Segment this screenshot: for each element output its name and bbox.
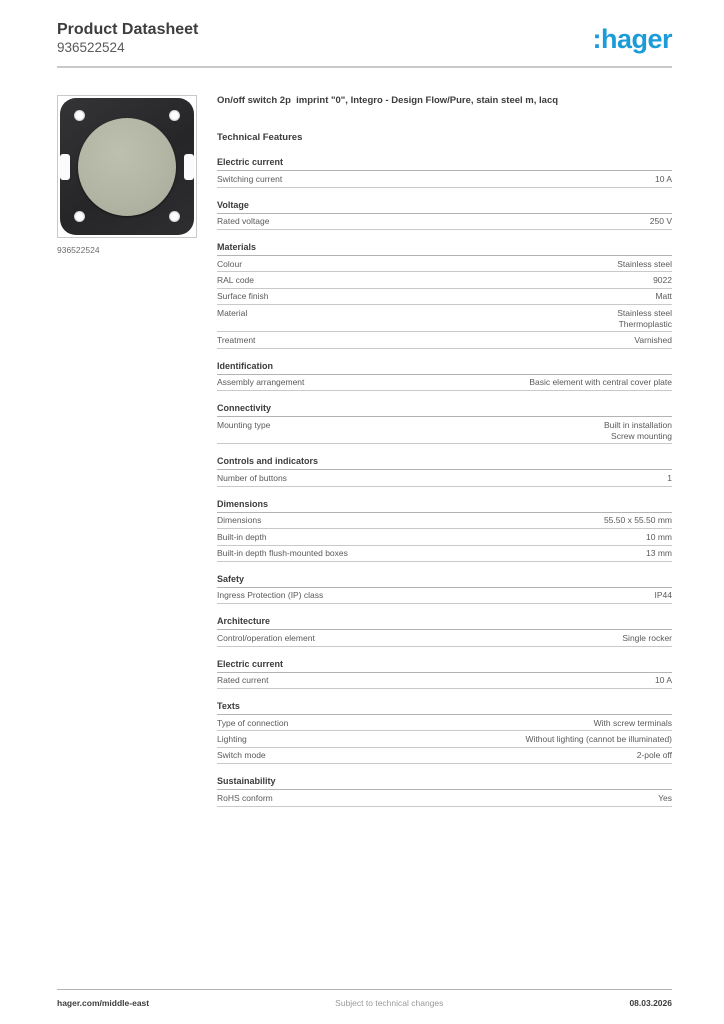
row-value: 10 A: [654, 675, 672, 686]
screw-hole-icon: [74, 211, 85, 222]
row-value: Stainless steel: [617, 258, 672, 269]
spec-section: [217, 456, 672, 486]
table-row: [217, 673, 672, 689]
row-label: Assembly arrangement: [217, 377, 305, 388]
row-label: Number of buttons: [217, 472, 287, 483]
header-divider: [57, 66, 672, 68]
row-label: Switch mode: [217, 750, 266, 761]
row-value: 2-pole off: [636, 750, 672, 761]
screw-hole-icon: [74, 110, 85, 121]
table-row: [217, 289, 672, 305]
table-row: [217, 546, 672, 562]
row-value: 9022: [653, 274, 672, 285]
table-row: [217, 305, 672, 332]
row-value: Stainless steel Thermoplastic: [617, 307, 672, 329]
spec-section: [217, 616, 672, 646]
table-row: [217, 630, 672, 646]
section-heading: Identification: [217, 361, 672, 375]
screw-hole-icon: [169, 110, 180, 121]
table-row: [217, 256, 672, 272]
spec-section: [217, 403, 672, 444]
switch-frame: [60, 98, 194, 235]
row-label: Mounting type: [217, 419, 271, 430]
row-label: Control/operation element: [217, 632, 315, 643]
row-label: Colour: [217, 258, 243, 269]
table-row: [217, 588, 672, 604]
spec-column: [217, 95, 672, 807]
table-row: [217, 715, 672, 731]
section-heading: Dimensions: [217, 499, 672, 513]
table-row: [217, 748, 672, 764]
spec-section: [217, 574, 672, 604]
spec-section: [217, 157, 672, 187]
product-image-caption: 936522524: [57, 245, 100, 255]
table-row: [217, 470, 672, 486]
row-label: Type of connection: [217, 717, 289, 728]
row-label: Treatment: [217, 334, 256, 345]
product-image-column: [57, 95, 197, 807]
footer-date: 08.03.2026: [629, 998, 672, 1008]
section-heading: Safety: [217, 574, 672, 588]
row-label: Ingress Protection (IP) class: [217, 590, 324, 601]
row-value: Without lighting (cannot be illuminated): [525, 733, 672, 744]
row-value: 1: [667, 472, 672, 483]
row-value: 10 A: [654, 173, 672, 184]
screw-hole-icon: [169, 211, 180, 222]
section-heading: Voltage: [217, 200, 672, 214]
row-value: 10 mm: [646, 531, 672, 542]
row-label: Switching current: [217, 173, 283, 184]
product-image: [57, 95, 197, 238]
row-value: 55.50 x 55.50 mm: [603, 515, 672, 526]
row-label: Material: [217, 307, 248, 318]
table-row: [217, 214, 672, 230]
header-product-number: 936522524: [57, 40, 125, 56]
table-row: [217, 171, 672, 187]
row-label: Surface finish: [217, 291, 269, 302]
table-row: [217, 272, 672, 288]
row-label: RAL code: [217, 274, 255, 285]
section-heading: Electric current: [217, 157, 672, 171]
mounting-clip-right: [184, 154, 194, 180]
row-value: With screw terminals: [593, 717, 672, 728]
section-heading: Electric current: [217, 659, 672, 673]
page-footer: [57, 989, 672, 1008]
spec-section: [217, 200, 672, 230]
section-heading: Connectivity: [217, 403, 672, 417]
mounting-clip-left: [60, 154, 70, 180]
row-value: Single rocker: [622, 632, 672, 643]
row-label: Built-in depth: [217, 531, 267, 542]
section-heading: Architecture: [217, 616, 672, 630]
footer-notice: Subject to technical changes: [335, 998, 444, 1008]
spec-section: [217, 242, 672, 349]
table-row: [217, 417, 672, 444]
section-heading: Materials: [217, 242, 672, 256]
section-heading: Sustainability: [217, 776, 672, 790]
row-value: Matt: [655, 291, 672, 302]
spec-section: [217, 701, 672, 764]
table-row: [217, 790, 672, 806]
row-value: Built in installation Screw mounting: [603, 419, 672, 441]
rocker-button: [78, 118, 176, 216]
row-value: Yes: [658, 792, 672, 803]
table-row: [217, 332, 672, 348]
row-value: 250 V: [649, 216, 672, 227]
main-content: [57, 95, 672, 807]
spec-section: [217, 659, 672, 689]
hager-logo: :hager: [592, 24, 672, 54]
row-label: Lighting: [217, 733, 247, 744]
row-label: Built-in depth flush-mounted boxes: [217, 548, 348, 559]
header-text-block: [57, 20, 198, 55]
technical-sections: [217, 157, 672, 806]
spec-section: [217, 361, 672, 391]
footer-website-link[interactable]: hager.com/middle-east: [57, 998, 150, 1008]
product-title: On/off switch 2p imprint "0", Integro - Design Flow/Pure, stain steel m, lacq: [217, 95, 559, 106]
table-row: [217, 375, 672, 391]
row-label: Rated current: [217, 675, 269, 686]
row-label: Dimensions: [217, 515, 262, 526]
spec-section: [217, 499, 672, 562]
table-row: [217, 513, 672, 529]
row-value: 13 mm: [646, 548, 672, 559]
page-header: [57, 20, 672, 55]
technical-features-heading: Technical Features: [217, 132, 303, 144]
section-heading: Texts: [217, 701, 672, 715]
row-value: Basic element with central cover plate: [529, 377, 672, 388]
row-label: RoHS conform: [217, 792, 273, 803]
page-title: Product Datasheet: [57, 21, 199, 38]
row-value: IP44: [654, 590, 672, 601]
row-label: Rated voltage: [217, 216, 270, 227]
section-heading: Controls and indicators: [217, 456, 672, 470]
row-value: Varnished: [634, 334, 672, 345]
spec-section: [217, 776, 672, 806]
table-row: [217, 731, 672, 747]
table-row: [217, 529, 672, 545]
